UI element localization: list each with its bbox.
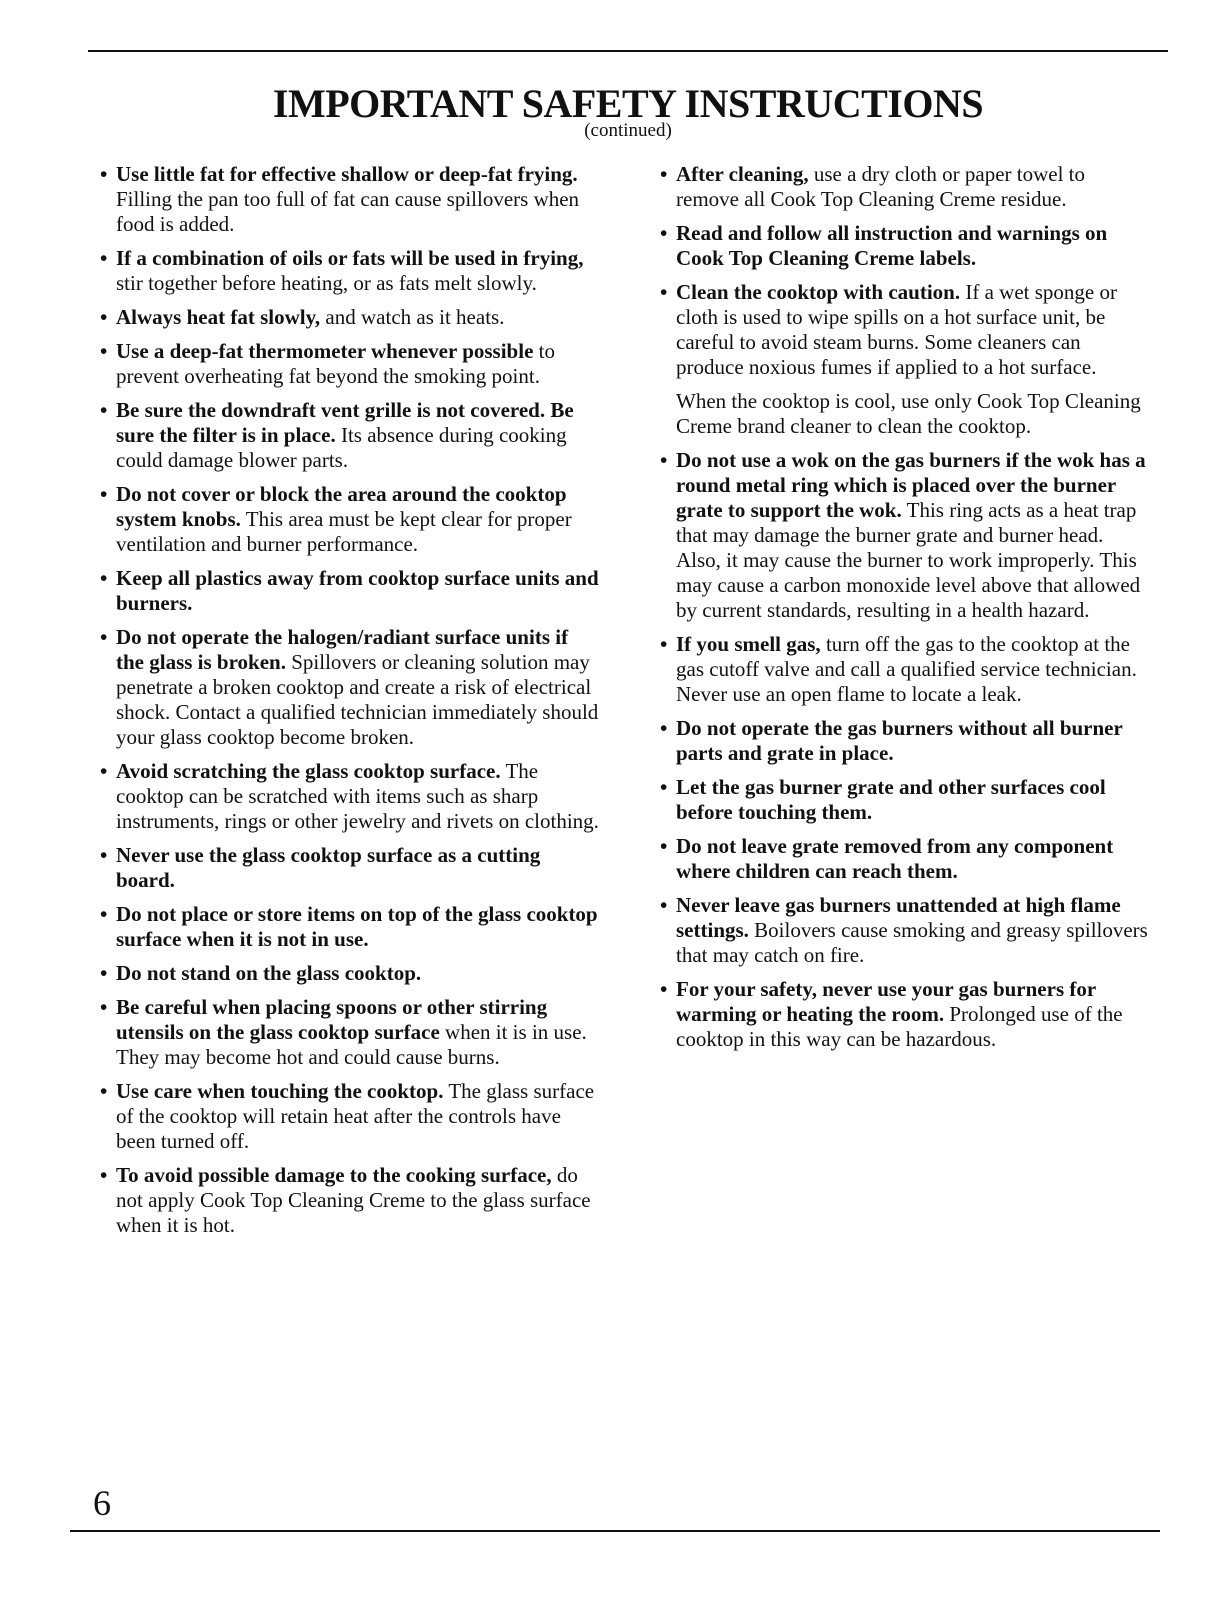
list-item xyxy=(660,775,1150,825)
item-body: Filling the pan too full of fat can cause spillovers when food is added. xyxy=(116,187,580,236)
item-body: Its absence during cooking could damage blower parts. xyxy=(116,423,567,472)
list-item xyxy=(660,221,1150,271)
item-body: If a wet sponge or cloth is used to wipe spills on a hot surface unit, be careful to avoid steam burns. Some cleaners can produce noxious fumes if applied to a hot surface. xyxy=(676,280,1117,379)
item-lead: Read and follow all instruction and warnings on Cook Top Cleaning Creme labels. xyxy=(676,221,1108,270)
list-item xyxy=(100,398,600,473)
item-body: when it is in use. They may become hot and could cause burns. xyxy=(116,1020,587,1069)
item-lead: To avoid possible damage to the cooking surface, xyxy=(116,1163,552,1187)
list-item xyxy=(100,246,600,296)
paragraph: When the cooktop is cool, use only Cook Top Cleaning Creme brand cleaner to clean the cooktop. xyxy=(676,389,1141,438)
list-item xyxy=(100,1163,600,1238)
bullet-icon: • xyxy=(660,775,668,799)
page-number: 6 xyxy=(93,1483,111,1523)
list-item xyxy=(100,339,600,389)
item-lead: Do not place or store items on top of the glass cooktop surface when it is not in use. xyxy=(116,902,598,951)
top-rule xyxy=(88,50,1168,52)
item-body: Spillovers or cleaning solution may penetrate a broken cooktop and create a risk of electrical shock. Contact a qualified technician immediately should your glass cooktop become broken. xyxy=(116,650,599,749)
item-lead: Always heat fat slowly, xyxy=(116,305,321,329)
bullet-icon: • xyxy=(100,566,108,590)
item-body: turn off the gas to the cooktop at the gas cutoff valve and call a qualified service technician. Never use an open flame to locate a leak. xyxy=(676,632,1137,706)
item-body: The glass surface of the cooktop will retain heat after the controls have been turned off. xyxy=(116,1079,595,1153)
list-item xyxy=(660,632,1150,707)
list-item xyxy=(100,995,600,1070)
item-lead: Avoid scratching the glass cooktop surface. xyxy=(116,759,501,783)
item-lead: If you smell gas, xyxy=(676,632,821,656)
bullet-icon: • xyxy=(660,162,668,186)
bullet-icon: • xyxy=(660,893,668,917)
item-lead: Do not stand on the glass cooktop. xyxy=(116,961,422,985)
page-subtitle: (continued) xyxy=(584,120,672,141)
page-title: IMPORTANT SAFETY INSTRUCTIONS xyxy=(272,81,984,126)
right-column xyxy=(660,162,1150,1061)
bullet-icon: • xyxy=(100,305,108,329)
list-item xyxy=(660,448,1150,623)
item-lead: If a combination of oils or fats will be used in frying, xyxy=(116,246,584,270)
bullet-icon: • xyxy=(100,1079,108,1103)
bullet-icon: • xyxy=(100,995,108,1019)
bullet-icon: • xyxy=(100,902,108,926)
bullet-icon: • xyxy=(100,961,108,985)
bullet-icon: • xyxy=(100,625,108,649)
bullet-icon: • xyxy=(660,716,668,740)
item-lead: Clean the cooktop with caution. xyxy=(676,280,961,304)
item-lead: Do not operate the gas burners without all burner parts and grate in place. xyxy=(676,716,1123,765)
list-item xyxy=(100,902,600,952)
bullet-icon: • xyxy=(660,632,668,656)
list-item xyxy=(100,625,600,750)
list-item xyxy=(100,759,600,834)
item-lead: Never leave gas burners unattended at high flame settings. xyxy=(676,893,1121,942)
list-item xyxy=(660,977,1150,1052)
bullet-icon: • xyxy=(100,843,108,867)
list-item xyxy=(100,305,600,330)
item-lead: Never use the glass cooktop surface as a cutting board. xyxy=(116,843,541,892)
bullet-icon: • xyxy=(100,246,108,270)
item-lead: Do not cover or block the area around the cooktop system knobs. xyxy=(116,482,567,531)
list-item xyxy=(660,893,1150,968)
bullet-icon: • xyxy=(660,221,668,245)
item-lead: Use care when touching the cooktop. xyxy=(116,1079,444,1103)
left-column xyxy=(100,162,600,1247)
bullet-icon: • xyxy=(100,398,108,422)
item-body: and watch as it heats. xyxy=(320,305,505,329)
list-item xyxy=(100,162,600,237)
item-body: The cooktop can be scratched with items such as sharp instruments, rings or other jewelry and rivets on clothing. xyxy=(116,759,599,833)
item-body: to prevent overheating fat beyond the smoking point. xyxy=(116,339,555,388)
bullet-icon: • xyxy=(100,1163,108,1187)
item-body: Prolonged use of the cooktop in this way can be hazardous. xyxy=(676,1002,1123,1051)
item-lead: Be careful when placing spoons or other stirring utensils on the glass cooktop surface xyxy=(116,995,548,1044)
list-item xyxy=(100,961,600,986)
item-lead: Keep all plastics away from cooktop surface units and burners. xyxy=(116,566,599,615)
list-item xyxy=(660,162,1150,212)
bullet-icon: • xyxy=(660,280,668,304)
bullet-icon: • xyxy=(100,759,108,783)
list-item xyxy=(660,280,1150,380)
item-lead: Do not leave grate removed from any component where children can reach them. xyxy=(676,834,1114,883)
bottom-rule xyxy=(70,1530,1160,1532)
item-body: stir together before heating, or as fats melt slowly. xyxy=(116,271,537,295)
bullet-icon: • xyxy=(660,834,668,858)
bullet-icon: • xyxy=(660,977,668,1001)
list-item xyxy=(100,482,600,557)
item-body: do not apply Cook Top Cleaning Creme to the glass surface when it is hot. xyxy=(116,1163,591,1237)
item-lead: Do not operate the halogen/radiant surface units if the glass is broken. xyxy=(116,625,569,674)
item-lead: After cleaning, xyxy=(676,162,809,186)
item-lead: Use little fat for effective shallow or deep-fat frying. xyxy=(116,162,578,186)
item-body: This ring acts as a heat trap that may damage the burner grate and burner head. Also, it may cause the burner to work improperly. This may cause a carbon monoxide level above that allowed by current standards, resulting in a health hazard. xyxy=(676,498,1141,622)
bullet-icon: • xyxy=(660,448,668,472)
item-body: use a dry cloth or paper towel to remove all Cook Top Cleaning Creme residue. xyxy=(676,162,1086,211)
list-item xyxy=(100,843,600,893)
list-item xyxy=(660,716,1150,766)
item-lead: Be sure the downdraft vent grille is not covered. Be sure the filter is in place. xyxy=(116,398,574,447)
list-item xyxy=(100,566,600,616)
bullet-icon: • xyxy=(100,162,108,186)
item-lead: Use a deep-fat thermometer whenever possible xyxy=(116,339,534,363)
item-body: This area must be kept clear for proper ventilation and burner performance. xyxy=(116,507,572,556)
list-item xyxy=(100,1079,600,1154)
item-lead: Do not use a wok on the gas burners if the wok has a round metal ring which is placed over the burner grate to support the wok. xyxy=(676,448,1146,522)
item-lead: For your safety, never use your gas burners for warming or heating the room. xyxy=(676,977,1096,1026)
bullet-icon: • xyxy=(100,482,108,506)
item-body: Boilovers cause smoking and greasy spillovers that may catch on fire. xyxy=(676,918,1148,967)
item-lead: Let the gas burner grate and other surfaces cool before touching them. xyxy=(676,775,1106,824)
bullet-icon: • xyxy=(100,339,108,363)
list-item xyxy=(660,834,1150,884)
